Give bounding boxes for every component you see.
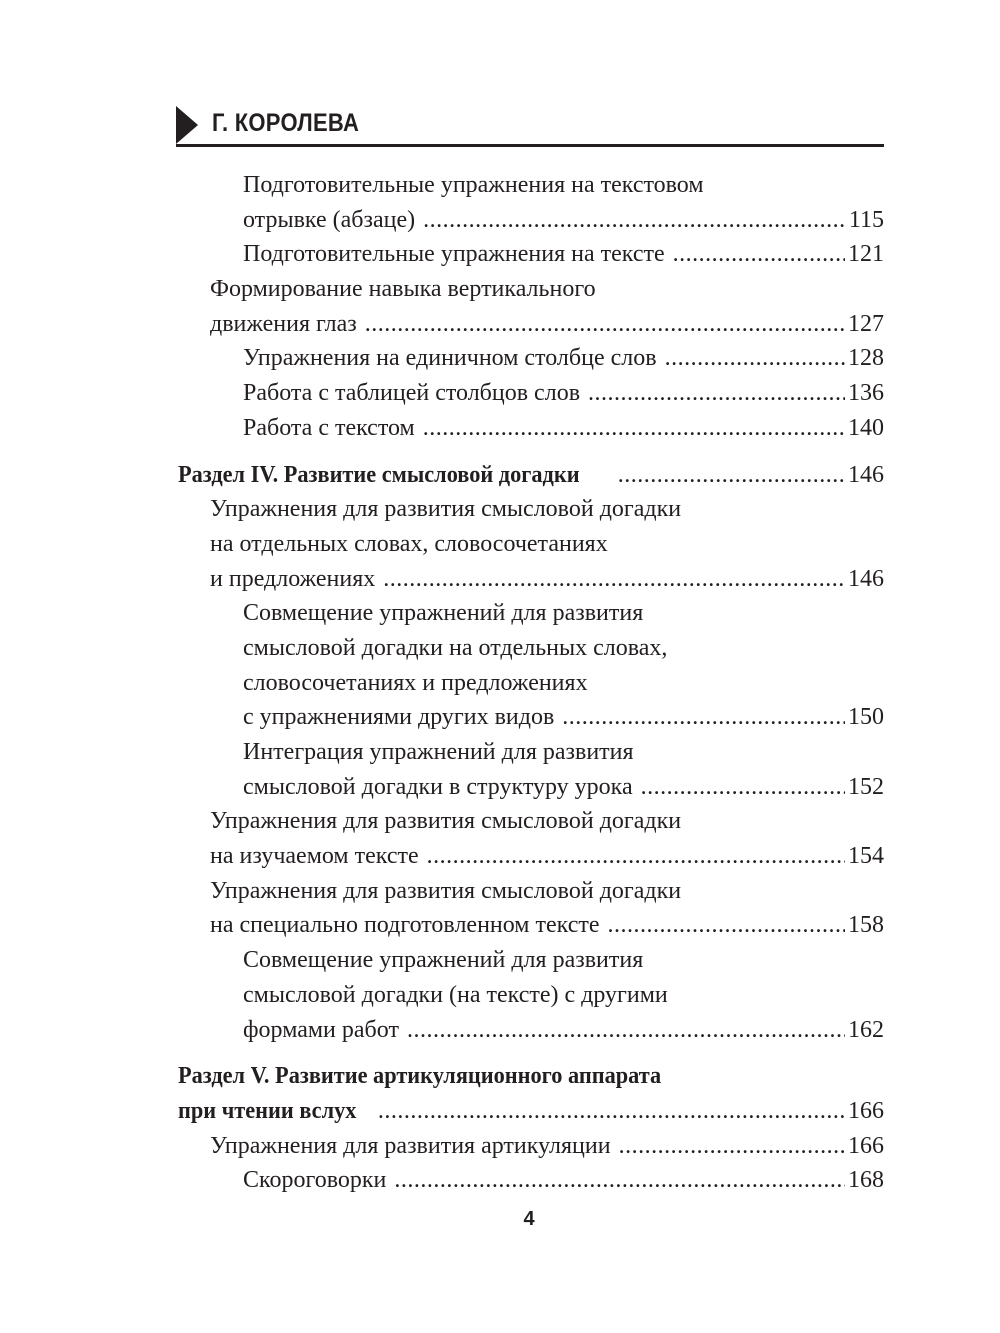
toc-page-number: 166 — [848, 1097, 884, 1124]
dot-leader — [407, 1013, 845, 1048]
toc-line — [178, 562, 884, 597]
toc-entry-title: Работа с таблицей столбцов слов — [243, 380, 581, 407]
toc-line — [178, 527, 884, 562]
toc-entry-title: Совмещение упражнений для развития — [243, 600, 644, 627]
toc-line — [178, 804, 884, 839]
toc-page-number: 128 — [848, 345, 884, 372]
toc-entry-title: Раздел IV. Развитие смысловой догадки — [178, 461, 580, 488]
toc-line — [178, 411, 884, 446]
toc-entry-title: формами работ — [243, 1016, 399, 1043]
toc-line — [178, 168, 884, 203]
header-rule — [176, 144, 884, 147]
dot-leader — [641, 770, 845, 805]
toc-line — [178, 839, 884, 874]
toc-line — [178, 272, 884, 307]
toc-entry-title: Интеграция упражнений для развития — [243, 739, 634, 765]
dot-leader — [427, 839, 845, 874]
toc-entry-title: смысловой догадки в структуру урока — [243, 773, 633, 800]
toc-entry-title: Работа с текстом — [243, 414, 415, 441]
dot-leader — [365, 307, 845, 342]
toc-entry-title: Упражнения для развития смысловой догадки — [210, 496, 682, 523]
toc-entry-title: и предложениях — [210, 565, 376, 592]
dot-leader — [423, 203, 846, 238]
toc-entry-title: Скороговорки — [243, 1167, 387, 1194]
author-name: Г. КОРОЛЕВА — [212, 109, 360, 137]
dot-leader — [665, 341, 845, 376]
toc-page-number: 146 — [848, 461, 884, 488]
toc-entry-title: словосочетаниях и предложениях — [243, 669, 588, 696]
toc-line — [178, 978, 884, 1013]
toc-page-number: 150 — [848, 704, 884, 731]
toc-page-number: 115 — [848, 206, 884, 233]
toc-entry-title: Подготовительные упражнения на текстовом — [243, 172, 704, 198]
toc-line — [178, 1163, 884, 1198]
toc-entry-title: при чтении вслух — [178, 1097, 357, 1124]
toc-entry-title: отрывке (абзаце) — [243, 206, 416, 233]
toc-entry-title: на изучаемом тексте — [210, 843, 419, 870]
toc-line — [178, 596, 884, 631]
toc-line — [178, 700, 884, 735]
dot-leader — [378, 1094, 845, 1129]
toc-line — [178, 458, 884, 493]
toc-page-number: 166 — [848, 1132, 884, 1159]
dot-leader — [619, 1129, 845, 1164]
toc-entry-title: движения глаз — [210, 310, 357, 337]
toc-line — [178, 735, 884, 770]
toc-entry-title: Раздел V. Развитие артикуляционного аппарата — [178, 1063, 662, 1090]
toc-line — [178, 376, 884, 411]
toc-page-number: 127 — [848, 310, 884, 337]
toc-page-number: 152 — [848, 773, 884, 800]
toc-line — [178, 1129, 884, 1164]
dot-leader — [673, 237, 845, 272]
toc-entry-title: Упражнения для развития смысловой догадки — [210, 808, 682, 835]
toc-line — [178, 492, 884, 527]
toc-entry-title: Подготовительные упражнения на тексте — [243, 241, 665, 268]
toc-line — [178, 1094, 884, 1129]
toc-line — [178, 770, 884, 805]
toc-page-number: 154 — [848, 843, 884, 870]
toc-line — [178, 666, 884, 701]
toc-line — [178, 943, 884, 978]
toc-page-number: 146 — [848, 565, 884, 592]
triangle-marker-icon — [176, 106, 198, 144]
dot-leader — [607, 908, 845, 943]
dot-leader — [423, 411, 845, 446]
dot-leader — [383, 562, 845, 597]
toc-line — [178, 203, 884, 238]
dot-leader — [562, 700, 845, 735]
toc-page-number: 140 — [848, 414, 884, 441]
table-of-contents — [178, 168, 884, 1198]
dot-leader — [618, 458, 845, 493]
toc-line — [178, 237, 884, 272]
dot-leader — [588, 376, 845, 411]
toc-entry-title: с упражнениями других видов — [243, 704, 555, 731]
toc-line — [178, 1013, 884, 1048]
toc-entry-title: на отдельных словах, словосочетаниях — [210, 530, 608, 557]
toc-page-number: 168 — [848, 1167, 884, 1194]
running-header — [176, 104, 884, 148]
toc-entry-title: Совмещение упражнений для развития — [243, 947, 644, 974]
toc-entry-title: Упражнения на единичном столбце слов — [243, 345, 657, 372]
dot-leader — [394, 1163, 845, 1198]
toc-entry-title: смысловой догадки на отдельных словах, — [243, 634, 668, 661]
toc-page-number: 136 — [848, 380, 884, 407]
toc-line — [178, 631, 884, 666]
toc-entry-title: Упражнения для развития смысловой догадки — [210, 877, 682, 904]
toc-line — [178, 1059, 884, 1094]
toc-line — [178, 908, 884, 943]
toc-entry-title: смысловой догадки (на тексте) с другими — [243, 981, 668, 1008]
toc-line — [178, 874, 884, 909]
toc-entry-title: на специально подготовленном тексте — [210, 912, 600, 939]
toc-line — [178, 341, 884, 376]
page-number: 4 — [523, 1208, 535, 1230]
toc-entry-title: Упражнения для развития артикуляции — [210, 1132, 611, 1159]
toc-entry-title: Формирование навыка вертикального — [210, 276, 596, 303]
toc-page-number: 162 — [848, 1016, 884, 1043]
toc-line — [178, 307, 884, 342]
toc-page-number: 158 — [848, 912, 884, 939]
toc-page-number: 121 — [848, 241, 884, 268]
